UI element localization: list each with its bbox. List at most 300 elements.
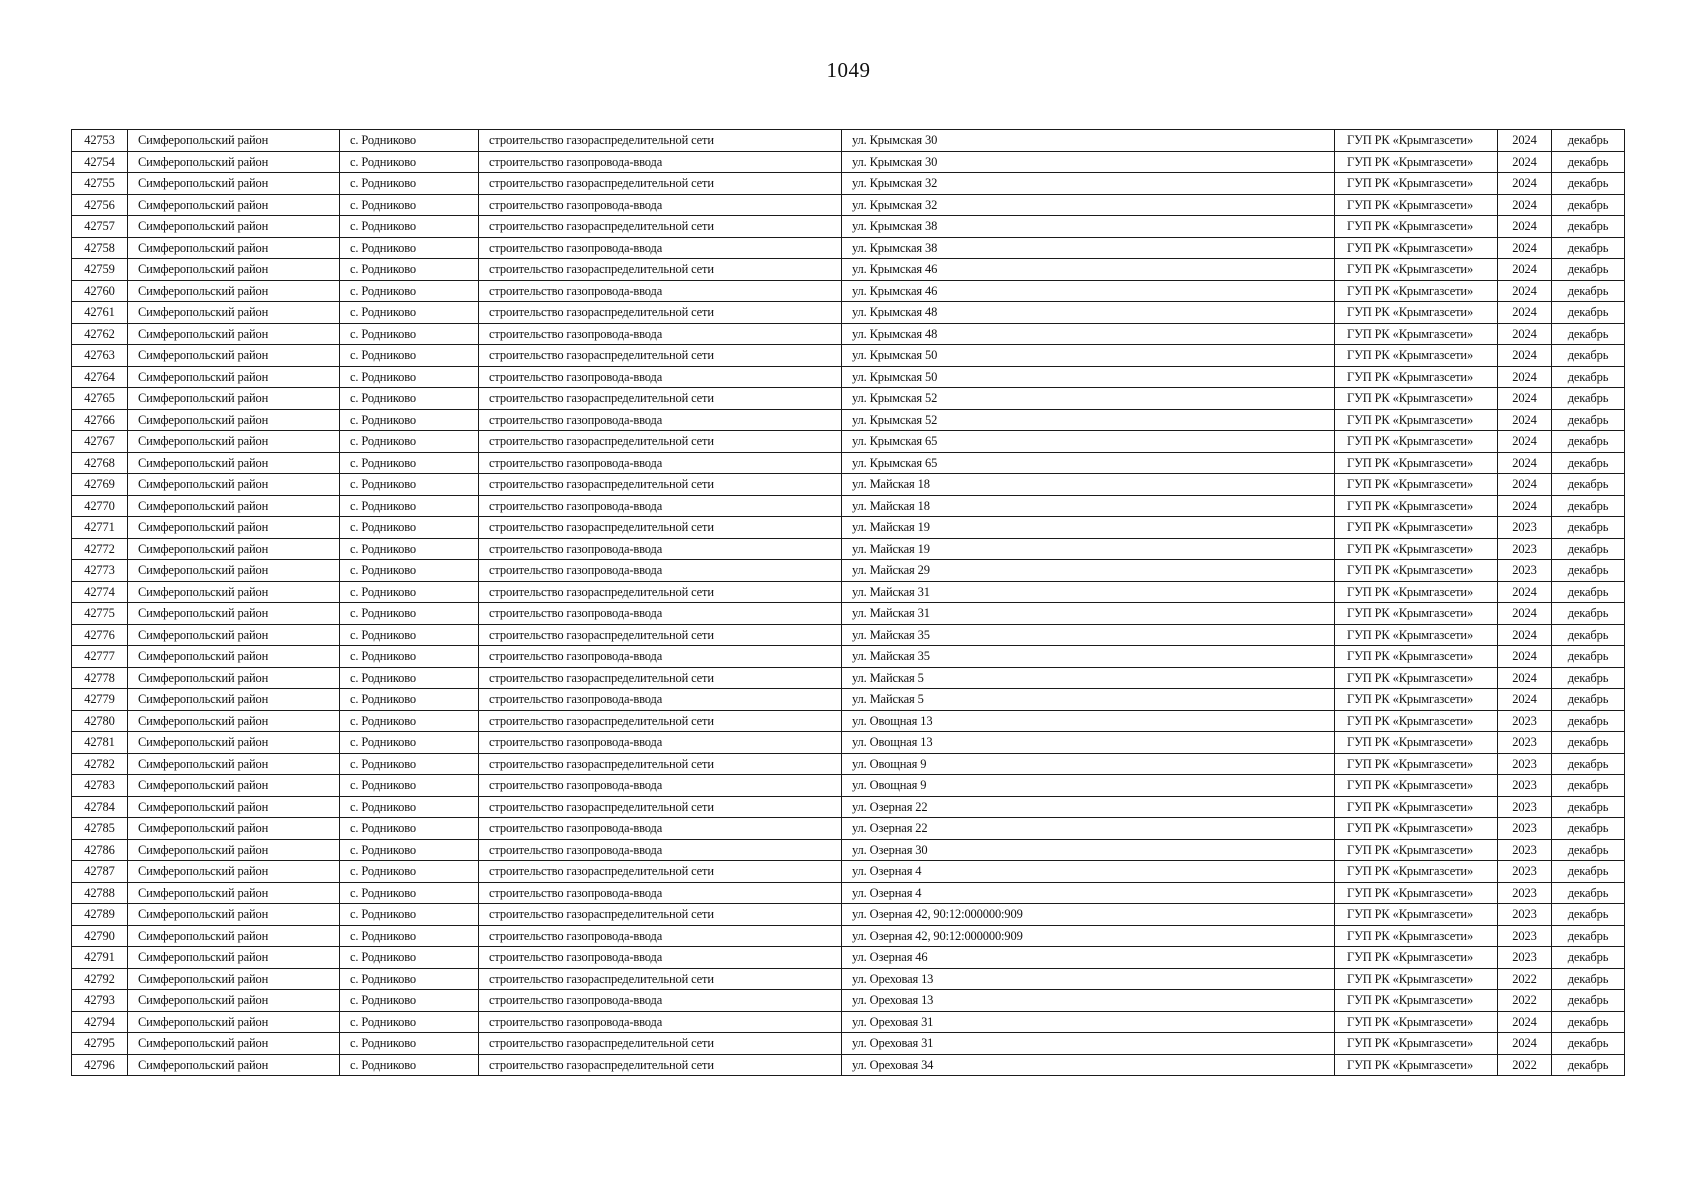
organization-cell: ГУП РК «Крымгазсети»	[1335, 968, 1498, 990]
work-type-cell: строительство газопровода-ввода	[479, 947, 842, 969]
address-cell: ул. Озерная 46	[842, 947, 1335, 969]
year-cell: 2023	[1498, 517, 1552, 539]
year-cell: 2024	[1498, 495, 1552, 517]
year-cell: 2024	[1498, 603, 1552, 625]
village-cell: с. Родниково	[340, 323, 479, 345]
month-cell: декабрь	[1552, 990, 1625, 1012]
address-cell: ул. Овощная 13	[842, 732, 1335, 754]
year-cell: 2023	[1498, 775, 1552, 797]
row-number: 42786	[72, 839, 128, 861]
table-row	[72, 366, 1625, 388]
address-cell: ул. Озерная 22	[842, 818, 1335, 840]
year-cell: 2022	[1498, 1054, 1552, 1076]
year-cell: 2023	[1498, 796, 1552, 818]
village-cell: с. Родниково	[340, 560, 479, 582]
work-type-cell: строительство газораспределительной сети	[479, 388, 842, 410]
organization-cell: ГУП РК «Крымгазсети»	[1335, 237, 1498, 259]
work-type-cell: строительство газораспределительной сети	[479, 431, 842, 453]
row-number: 42770	[72, 495, 128, 517]
year-cell: 2024	[1498, 431, 1552, 453]
village-cell: с. Родниково	[340, 538, 479, 560]
address-cell: ул. Крымская 65	[842, 452, 1335, 474]
row-number: 42780	[72, 710, 128, 732]
district-cell: Симферопольский район	[128, 237, 340, 259]
month-cell: декабрь	[1552, 517, 1625, 539]
work-type-cell: строительство газопровода-ввода	[479, 646, 842, 668]
village-cell: с. Родниково	[340, 753, 479, 775]
row-number: 42775	[72, 603, 128, 625]
table-row	[72, 345, 1625, 367]
register-table	[71, 129, 1625, 1076]
work-type-cell: строительство газопровода-ввода	[479, 237, 842, 259]
month-cell: декабрь	[1552, 667, 1625, 689]
address-cell: ул. Озерная 30	[842, 839, 1335, 861]
row-number: 42795	[72, 1033, 128, 1055]
table-row	[72, 1054, 1625, 1076]
district-cell: Симферопольский район	[128, 194, 340, 216]
row-number: 42761	[72, 302, 128, 324]
year-cell: 2024	[1498, 237, 1552, 259]
row-number: 42779	[72, 689, 128, 711]
work-type-cell: строительство газораспределительной сети	[479, 173, 842, 195]
row-number: 42791	[72, 947, 128, 969]
year-cell: 2024	[1498, 388, 1552, 410]
village-cell: с. Родниково	[340, 603, 479, 625]
table-row	[72, 280, 1625, 302]
table-row	[72, 409, 1625, 431]
village-cell: с. Родниково	[340, 259, 479, 281]
district-cell: Симферопольский район	[128, 990, 340, 1012]
table-row	[72, 796, 1625, 818]
district-cell: Симферопольский район	[128, 216, 340, 238]
year-cell: 2024	[1498, 280, 1552, 302]
table-row	[72, 431, 1625, 453]
address-cell: ул. Ореховая 13	[842, 990, 1335, 1012]
organization-cell: ГУП РК «Крымгазсети»	[1335, 173, 1498, 195]
district-cell: Симферопольский район	[128, 925, 340, 947]
district-cell: Симферопольский район	[128, 151, 340, 173]
organization-cell: ГУП РК «Крымгазсети»	[1335, 323, 1498, 345]
table-row	[72, 474, 1625, 496]
month-cell: декабрь	[1552, 216, 1625, 238]
year-cell: 2023	[1498, 753, 1552, 775]
work-type-cell: строительство газопровода-ввода	[479, 839, 842, 861]
row-number: 42759	[72, 259, 128, 281]
year-cell: 2024	[1498, 1033, 1552, 1055]
address-cell: ул. Озерная 22	[842, 796, 1335, 818]
village-cell: с. Родниково	[340, 366, 479, 388]
organization-cell: ГУП РК «Крымгазсети»	[1335, 775, 1498, 797]
month-cell: декабрь	[1552, 796, 1625, 818]
row-number: 42760	[72, 280, 128, 302]
address-cell: ул. Ореховая 13	[842, 968, 1335, 990]
district-cell: Симферопольский район	[128, 259, 340, 281]
village-cell: с. Родниково	[340, 517, 479, 539]
organization-cell: ГУП РК «Крымгазсети»	[1335, 624, 1498, 646]
village-cell: с. Родниково	[340, 495, 479, 517]
organization-cell: ГУП РК «Крымгазсети»	[1335, 646, 1498, 668]
address-cell: ул. Ореховая 31	[842, 1011, 1335, 1033]
district-cell: Симферопольский район	[128, 689, 340, 711]
row-number: 42785	[72, 818, 128, 840]
work-type-cell: строительство газопровода-ввода	[479, 882, 842, 904]
address-cell: ул. Майская 31	[842, 581, 1335, 603]
year-cell: 2024	[1498, 667, 1552, 689]
village-cell: с. Родниково	[340, 925, 479, 947]
district-cell: Симферопольский район	[128, 947, 340, 969]
row-number: 42765	[72, 388, 128, 410]
village-cell: с. Родниково	[340, 818, 479, 840]
district-cell: Симферопольский район	[128, 904, 340, 926]
address-cell: ул. Ореховая 31	[842, 1033, 1335, 1055]
work-type-cell: строительство газопровода-ввода	[479, 280, 842, 302]
year-cell: 2023	[1498, 925, 1552, 947]
work-type-cell: строительство газопровода-ввода	[479, 194, 842, 216]
row-number: 42783	[72, 775, 128, 797]
month-cell: декабрь	[1552, 775, 1625, 797]
address-cell: ул. Крымская 50	[842, 345, 1335, 367]
month-cell: декабрь	[1552, 366, 1625, 388]
district-cell: Симферопольский район	[128, 861, 340, 883]
district-cell: Симферопольский район	[128, 538, 340, 560]
district-cell: Симферопольский район	[128, 452, 340, 474]
district-cell: Симферопольский район	[128, 1033, 340, 1055]
year-cell: 2024	[1498, 452, 1552, 474]
year-cell: 2023	[1498, 732, 1552, 754]
table-row	[72, 517, 1625, 539]
row-number: 42796	[72, 1054, 128, 1076]
month-cell: декабрь	[1552, 388, 1625, 410]
village-cell: с. Родниково	[340, 667, 479, 689]
district-cell: Симферопольский район	[128, 323, 340, 345]
organization-cell: ГУП РК «Крымгазсети»	[1335, 474, 1498, 496]
address-cell: ул. Крымская 30	[842, 130, 1335, 152]
row-number: 42792	[72, 968, 128, 990]
organization-cell: ГУП РК «Крымгазсети»	[1335, 345, 1498, 367]
organization-cell: ГУП РК «Крымгазсети»	[1335, 302, 1498, 324]
organization-cell: ГУП РК «Крымгазсети»	[1335, 216, 1498, 238]
village-cell: с. Родниково	[340, 216, 479, 238]
organization-cell: ГУП РК «Крымгазсети»	[1335, 130, 1498, 152]
row-number: 42787	[72, 861, 128, 883]
year-cell: 2024	[1498, 259, 1552, 281]
address-cell: ул. Крымская 52	[842, 409, 1335, 431]
month-cell: декабрь	[1552, 151, 1625, 173]
table-row	[72, 689, 1625, 711]
work-type-cell: строительство газопровода-ввода	[479, 409, 842, 431]
page-number: 1049	[826, 58, 871, 82]
table-row	[72, 882, 1625, 904]
table-row	[72, 818, 1625, 840]
row-number: 42769	[72, 474, 128, 496]
address-cell: ул. Озерная 4	[842, 861, 1335, 883]
row-number: 42754	[72, 151, 128, 173]
work-type-cell: строительство газораспределительной сети	[479, 1033, 842, 1055]
district-cell: Симферопольский район	[128, 1011, 340, 1033]
row-number: 42755	[72, 173, 128, 195]
row-number: 42790	[72, 925, 128, 947]
table-row	[72, 990, 1625, 1012]
address-cell: ул. Овощная 13	[842, 710, 1335, 732]
address-cell: ул. Озерная 4	[842, 882, 1335, 904]
table-row	[72, 667, 1625, 689]
address-cell: ул. Крымская 38	[842, 237, 1335, 259]
year-cell: 2024	[1498, 130, 1552, 152]
table-row	[72, 925, 1625, 947]
table-row	[72, 259, 1625, 281]
work-type-cell: строительство газораспределительной сети	[479, 861, 842, 883]
month-cell: декабрь	[1552, 603, 1625, 625]
row-number: 42757	[72, 216, 128, 238]
year-cell: 2024	[1498, 409, 1552, 431]
address-cell: ул. Овощная 9	[842, 753, 1335, 775]
table-row	[72, 775, 1625, 797]
row-number: 42756	[72, 194, 128, 216]
row-number: 42764	[72, 366, 128, 388]
month-cell: декабрь	[1552, 280, 1625, 302]
row-number: 42767	[72, 431, 128, 453]
address-cell: ул. Озерная 42, 90:12:000000:909	[842, 925, 1335, 947]
month-cell: декабрь	[1552, 646, 1625, 668]
year-cell: 2024	[1498, 646, 1552, 668]
month-cell: декабрь	[1552, 904, 1625, 926]
table-row	[72, 495, 1625, 517]
district-cell: Симферопольский район	[128, 818, 340, 840]
work-type-cell: строительство газопровода-ввода	[479, 452, 842, 474]
month-cell: декабрь	[1552, 753, 1625, 775]
month-cell: декабрь	[1552, 968, 1625, 990]
organization-cell: ГУП РК «Крымгазсети»	[1335, 194, 1498, 216]
district-cell: Симферопольский район	[128, 474, 340, 496]
village-cell: с. Родниково	[340, 151, 479, 173]
address-cell: ул. Крымская 46	[842, 259, 1335, 281]
district-cell: Симферопольский район	[128, 517, 340, 539]
address-cell: ул. Майская 19	[842, 538, 1335, 560]
village-cell: с. Родниково	[340, 452, 479, 474]
village-cell: с. Родниково	[340, 474, 479, 496]
district-cell: Симферопольский район	[128, 710, 340, 732]
year-cell: 2023	[1498, 947, 1552, 969]
address-cell: ул. Майская 19	[842, 517, 1335, 539]
month-cell: декабрь	[1552, 624, 1625, 646]
table-row	[72, 130, 1625, 152]
village-cell: с. Родниково	[340, 409, 479, 431]
year-cell: 2024	[1498, 194, 1552, 216]
village-cell: с. Родниково	[340, 302, 479, 324]
month-cell: декабрь	[1552, 474, 1625, 496]
year-cell: 2024	[1498, 151, 1552, 173]
month-cell: декабрь	[1552, 259, 1625, 281]
village-cell: с. Родниково	[340, 710, 479, 732]
year-cell: 2022	[1498, 990, 1552, 1012]
district-cell: Симферопольский район	[128, 1054, 340, 1076]
address-cell: ул. Овощная 9	[842, 775, 1335, 797]
organization-cell: ГУП РК «Крымгазсети»	[1335, 667, 1498, 689]
district-cell: Симферопольский район	[128, 732, 340, 754]
district-cell: Симферопольский район	[128, 302, 340, 324]
row-number: 42788	[72, 882, 128, 904]
work-type-cell: строительство газопровода-ввода	[479, 925, 842, 947]
year-cell: 2024	[1498, 323, 1552, 345]
row-number: 42781	[72, 732, 128, 754]
year-cell: 2022	[1498, 968, 1552, 990]
work-type-cell: строительство газораспределительной сети	[479, 667, 842, 689]
district-cell: Симферопольский район	[128, 624, 340, 646]
organization-cell: ГУП РК «Крымгазсети»	[1335, 710, 1498, 732]
row-number: 42753	[72, 130, 128, 152]
address-cell: ул. Крымская 65	[842, 431, 1335, 453]
organization-cell: ГУП РК «Крымгазсети»	[1335, 882, 1498, 904]
table-row	[72, 646, 1625, 668]
year-cell: 2023	[1498, 538, 1552, 560]
month-cell: декабрь	[1552, 130, 1625, 152]
work-type-cell: строительство газопровода-ввода	[479, 1011, 842, 1033]
village-cell: с. Родниково	[340, 732, 479, 754]
month-cell: декабрь	[1552, 947, 1625, 969]
row-number: 42778	[72, 667, 128, 689]
year-cell: 2023	[1498, 710, 1552, 732]
work-type-cell: строительство газораспределительной сети	[479, 710, 842, 732]
district-cell: Симферопольский район	[128, 345, 340, 367]
month-cell: декабрь	[1552, 925, 1625, 947]
organization-cell: ГУП РК «Крымгазсети»	[1335, 280, 1498, 302]
organization-cell: ГУП РК «Крымгазсети»	[1335, 538, 1498, 560]
year-cell: 2023	[1498, 818, 1552, 840]
year-cell: 2024	[1498, 173, 1552, 195]
organization-cell: ГУП РК «Крымгазсети»	[1335, 603, 1498, 625]
work-type-cell: строительство газопровода-ввода	[479, 990, 842, 1012]
year-cell: 2024	[1498, 366, 1552, 388]
work-type-cell: строительство газопровода-ввода	[479, 538, 842, 560]
row-number: 42794	[72, 1011, 128, 1033]
village-cell: с. Родниково	[340, 624, 479, 646]
work-type-cell: строительство газораспределительной сети	[479, 517, 842, 539]
year-cell: 2023	[1498, 882, 1552, 904]
district-cell: Симферопольский район	[128, 495, 340, 517]
district-cell: Симферопольский район	[128, 280, 340, 302]
month-cell: декабрь	[1552, 839, 1625, 861]
work-type-cell: строительство газораспределительной сети	[479, 302, 842, 324]
table-row	[72, 237, 1625, 259]
month-cell: декабрь	[1552, 1054, 1625, 1076]
district-cell: Симферопольский район	[128, 366, 340, 388]
year-cell: 2023	[1498, 904, 1552, 926]
work-type-cell: строительство газораспределительной сети	[479, 130, 842, 152]
year-cell: 2024	[1498, 302, 1552, 324]
table-row	[72, 194, 1625, 216]
organization-cell: ГУП РК «Крымгазсети»	[1335, 839, 1498, 861]
table-row	[72, 947, 1625, 969]
table-row	[72, 753, 1625, 775]
organization-cell: ГУП РК «Крымгазсети»	[1335, 259, 1498, 281]
village-cell: с. Родниково	[340, 581, 479, 603]
organization-cell: ГУП РК «Крымгазсети»	[1335, 1011, 1498, 1033]
work-type-cell: строительство газораспределительной сети	[479, 345, 842, 367]
village-cell: с. Родниково	[340, 796, 479, 818]
organization-cell: ГУП РК «Крымгазсети»	[1335, 431, 1498, 453]
month-cell: декабрь	[1552, 194, 1625, 216]
month-cell: декабрь	[1552, 237, 1625, 259]
village-cell: с. Родниково	[340, 237, 479, 259]
organization-cell: ГУП РК «Крымгазсети»	[1335, 581, 1498, 603]
address-cell: ул. Майская 18	[842, 474, 1335, 496]
organization-cell: ГУП РК «Крымгазсети»	[1335, 560, 1498, 582]
month-cell: декабрь	[1552, 409, 1625, 431]
table-row	[72, 323, 1625, 345]
village-cell: с. Родниково	[340, 1033, 479, 1055]
row-number: 42777	[72, 646, 128, 668]
organization-cell: ГУП РК «Крымгазсети»	[1335, 151, 1498, 173]
table-row	[72, 151, 1625, 173]
organization-cell: ГУП РК «Крымгазсети»	[1335, 409, 1498, 431]
work-type-cell: строительство газораспределительной сети	[479, 968, 842, 990]
village-cell: с. Родниково	[340, 345, 479, 367]
table-row	[72, 560, 1625, 582]
address-cell: ул. Крымская 32	[842, 173, 1335, 195]
work-type-cell: строительство газопровода-ввода	[479, 560, 842, 582]
row-number: 42766	[72, 409, 128, 431]
district-cell: Симферопольский район	[128, 560, 340, 582]
table-row	[72, 839, 1625, 861]
month-cell: декабрь	[1552, 345, 1625, 367]
month-cell: декабрь	[1552, 689, 1625, 711]
address-cell: ул. Крымская 48	[842, 302, 1335, 324]
table-row	[72, 861, 1625, 883]
work-type-cell: строительство газораспределительной сети	[479, 581, 842, 603]
village-cell: с. Родниково	[340, 194, 479, 216]
table-row	[72, 968, 1625, 990]
district-cell: Симферопольский район	[128, 968, 340, 990]
organization-cell: ГУП РК «Крымгазсети»	[1335, 753, 1498, 775]
year-cell: 2024	[1498, 1011, 1552, 1033]
village-cell: с. Родниково	[340, 775, 479, 797]
year-cell: 2023	[1498, 560, 1552, 582]
address-cell: ул. Озерная 42, 90:12:000000:909	[842, 904, 1335, 926]
organization-cell: ГУП РК «Крымгазсети»	[1335, 495, 1498, 517]
month-cell: декабрь	[1552, 1011, 1625, 1033]
district-cell: Симферопольский район	[128, 882, 340, 904]
organization-cell: ГУП РК «Крымгазсети»	[1335, 925, 1498, 947]
month-cell: декабрь	[1552, 710, 1625, 732]
district-cell: Симферопольский район	[128, 753, 340, 775]
address-cell: ул. Ореховая 34	[842, 1054, 1335, 1076]
year-cell: 2024	[1498, 624, 1552, 646]
district-cell: Симферопольский район	[128, 603, 340, 625]
work-type-cell: строительство газопровода-ввода	[479, 732, 842, 754]
village-cell: с. Родниково	[340, 839, 479, 861]
work-type-cell: строительство газораспределительной сети	[479, 216, 842, 238]
village-cell: с. Родниково	[340, 990, 479, 1012]
organization-cell: ГУП РК «Крымгазсети»	[1335, 388, 1498, 410]
work-type-cell: строительство газораспределительной сети	[479, 796, 842, 818]
district-cell: Симферопольский район	[128, 409, 340, 431]
table-row	[72, 603, 1625, 625]
address-cell: ул. Крымская 52	[842, 388, 1335, 410]
district-cell: Симферопольский район	[128, 839, 340, 861]
table-row	[72, 538, 1625, 560]
month-cell: декабрь	[1552, 818, 1625, 840]
row-number: 42768	[72, 452, 128, 474]
address-cell: ул. Майская 5	[842, 667, 1335, 689]
work-type-cell: строительство газопровода-ввода	[479, 151, 842, 173]
row-number: 42762	[72, 323, 128, 345]
village-cell: с. Родниково	[340, 173, 479, 195]
month-cell: декабрь	[1552, 581, 1625, 603]
village-cell: с. Родниково	[340, 947, 479, 969]
address-cell: ул. Крымская 46	[842, 280, 1335, 302]
row-number: 42773	[72, 560, 128, 582]
table-row	[72, 1033, 1625, 1055]
